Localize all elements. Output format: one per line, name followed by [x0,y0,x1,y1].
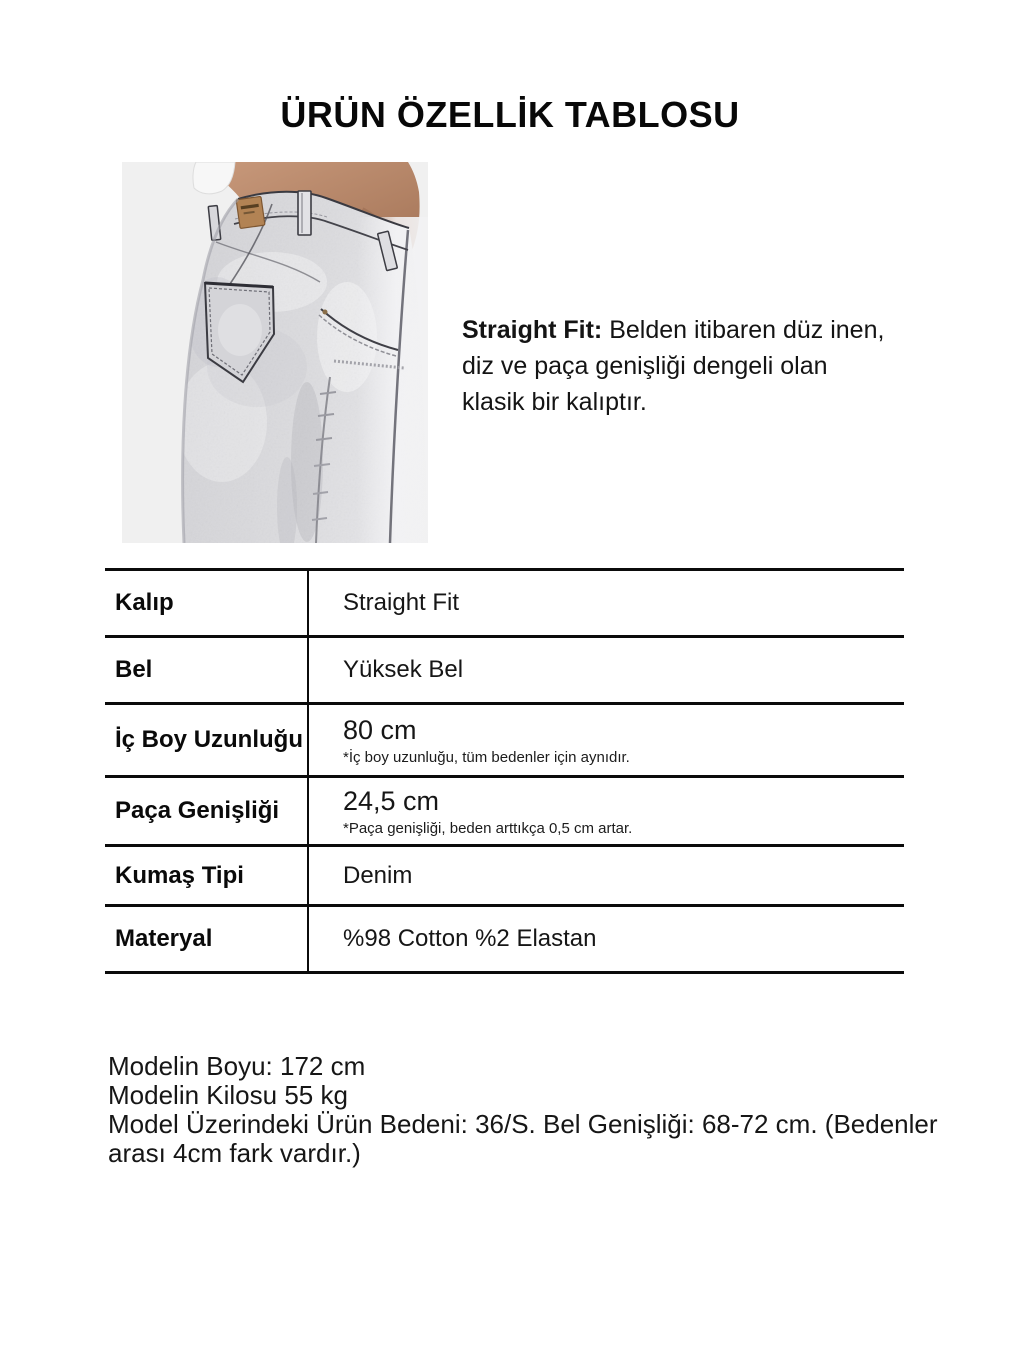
jeans-photo-illustration [122,162,428,543]
spec-label: Kalıp [105,571,309,635]
model-info-line: Model Üzerindeki Ürün Bedeni: 36/S. Bel Genişliği: 68-72 cm. (Bedenler [108,1109,938,1139]
fit-description-line: Straight Fit: Belden itibaren düz inen, [462,316,885,344]
spec-note: *İç boy uzunluğu, tüm bedenler için aynıdır. [343,748,630,766]
spec-value: 24,5 cm *Paça genişliği, beden arttıkça 0,5 cm artar. [309,778,904,844]
model-info-line: arası 4cm fark vardır.) [108,1138,361,1168]
spec-row-materyal [105,904,904,971]
product-photo [122,162,428,543]
fit-description-line: klasik bir kalıptır. [462,388,647,416]
spec-value: Yüksek Bel [343,656,464,683]
spec-row-kalip [105,568,904,635]
spec-label: İç Boy Uzunluğu [105,705,309,775]
spec-value: Straight Fit [343,589,460,616]
spec-row-kumas [105,844,904,904]
fit-description [462,312,932,420]
spec-row-paca [105,775,904,844]
spec-value: %98 Cotton %2 Elastan [343,925,597,952]
spec-table [105,568,904,974]
page-title: ÜRÜN ÖZELLİK TABLOSU [280,94,740,135]
fit-description-line: diz ve paça genişliği dengeli olan [462,352,828,380]
spec-note: *Paça genişliği, beden arttıkça 0,5 cm artar. [343,819,633,837]
brand-label-patch [236,196,265,228]
model-info-line: Modelin Kilosu 55 kg [108,1080,348,1110]
fit-name: Straight Fit: [462,316,603,344]
spec-label: Kumaş Tipi [105,847,309,904]
spec-row-bel [105,635,904,702]
spec-value: Denim [343,861,413,889]
spec-value: 80 cm *İç boy uzunluğu, tüm bedenler için aynıdır. [309,705,904,775]
model-info [108,1052,938,1168]
spec-label: Materyal [105,907,309,971]
spec-label: Bel [105,638,309,702]
spec-row-ic-boy [105,702,904,775]
spec-label: Paça Genişliği [105,778,309,844]
model-info-line: Modelin Boyu: 172 cm [108,1051,366,1081]
